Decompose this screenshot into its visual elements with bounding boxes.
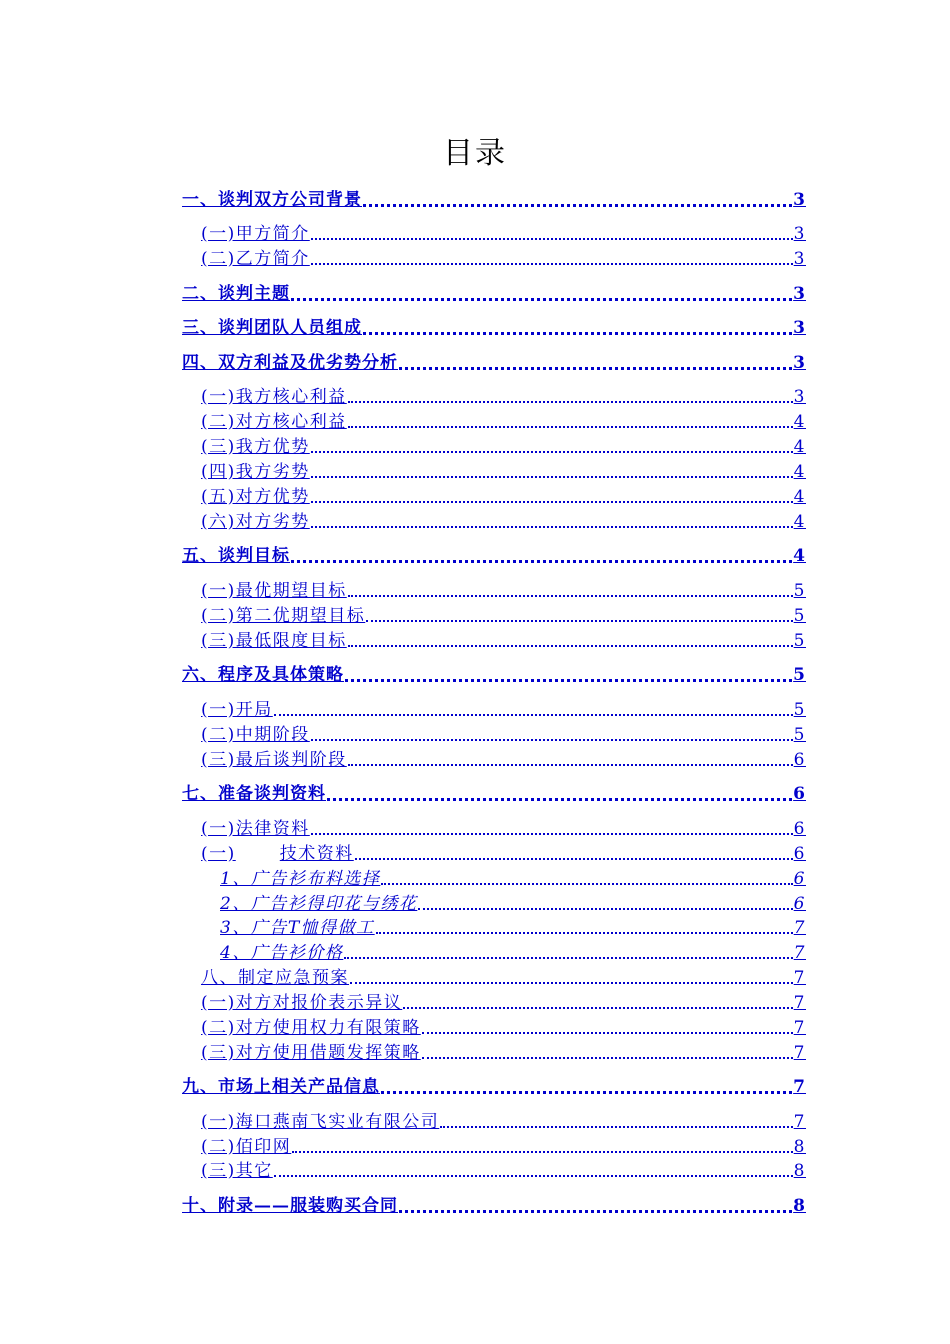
toc-entry[interactable] (182, 186, 806, 210)
toc-entry-label: (六)对方劣势 (201, 512, 310, 532)
toc-entry-page-number: 7 (793, 968, 806, 988)
toc-entry-leader-dots (381, 1091, 792, 1094)
toc-entry[interactable] (201, 1133, 806, 1157)
toc-entry-page-number: 7 (793, 1018, 806, 1038)
toc-entry-leader-dots (363, 204, 792, 207)
toc-entry-leader-dots (422, 1057, 793, 1059)
toc-entry-leader-dots (274, 1175, 793, 1177)
toc-entry-page-number: 5 (793, 665, 806, 685)
toc-entry-label: (三)最后谈判阶段 (201, 750, 347, 770)
toc-entry-label: (一)法律资料 (201, 819, 310, 839)
toc-entry-label: 八、制定应急预案 (201, 968, 349, 988)
toc-entry-label: 2、广告衫得印花与绣花 (220, 894, 418, 914)
toc-entry-leader-dots (348, 645, 793, 647)
toc-entry-page-number: 5 (793, 581, 806, 601)
toc-entry-page-number: 6 (793, 819, 806, 839)
toc-entry[interactable] (182, 1192, 806, 1216)
toc-entry[interactable] (201, 1108, 806, 1132)
toc-entry[interactable] (201, 1039, 806, 1063)
toc-entry-leader-dots (348, 401, 793, 403)
toc-entry[interactable] (201, 220, 806, 244)
toc-entry-label: 六、程序及具体策略 (182, 665, 344, 685)
toc-entry-label: 三、谈判团队人员组成 (182, 318, 362, 338)
toc-entry-leader-dots (311, 238, 793, 240)
toc-entry-page-number: 5 (793, 700, 806, 720)
toc-entry-page-number: 3 (793, 249, 806, 269)
toc-entry[interactable] (201, 989, 806, 1013)
toc-entry-label: (三)最低限度目标 (201, 631, 347, 651)
toc-entry-page-number: 7 (793, 943, 806, 963)
toc-entry-label: (三)其它 (201, 1161, 273, 1181)
toc-entry[interactable] (182, 280, 806, 304)
toc-entry[interactable] (201, 508, 806, 532)
toc-entry-leader-dots (399, 367, 792, 370)
toc-entry-page-number: 6 (793, 869, 806, 889)
toc-entry-page-number: 7 (793, 1043, 806, 1063)
toc-entry-label: (二)佰印网 (201, 1137, 292, 1157)
toc-entry-leader-dots (403, 1007, 792, 1009)
toc-entry-page-number: 5 (793, 631, 806, 651)
toc-entry[interactable] (201, 408, 806, 432)
toc-entry-leader-dots (422, 1032, 793, 1034)
toc-entry-leader-dots (274, 714, 793, 716)
toc-entry-label: 四、双方利益及优劣势分析 (182, 353, 398, 373)
toc-entry-label-secondary: 技术资料 (279, 844, 354, 864)
toc-entry-page-number: 4 (793, 546, 806, 566)
toc-entry-leader-dots (440, 1126, 792, 1128)
toc-entry-page-number: 7 (793, 1112, 806, 1132)
toc-entry-label: (二)乙方简介 (201, 249, 310, 269)
toc-entry-page-number: 3 (793, 387, 806, 407)
toc-entry[interactable] (201, 458, 806, 482)
toc-entry-leader-dots (311, 451, 793, 453)
toc-entry-page-number: 6 (793, 844, 806, 864)
toc-entry[interactable] (182, 780, 806, 804)
toc-entry-page-number: 6 (793, 750, 806, 770)
toc-entry-page-number: 7 (793, 993, 806, 1013)
toc-entry-label: (五)对方优势 (201, 487, 310, 507)
toc-entry-page-number: 3 (793, 353, 806, 373)
page-title: 目录 (443, 136, 507, 171)
toc-entry-leader-dots (311, 526, 793, 528)
toc-entry-label: (一)最优期望目标 (201, 581, 347, 601)
toc-entry-page-number: 8 (793, 1137, 806, 1157)
toc-entry-page-number: 4 (793, 487, 806, 507)
toc-entry[interactable] (201, 1157, 806, 1181)
toc-entry-page-number: 6 (793, 894, 806, 914)
toc-entry-label: (三)我方优势 (201, 437, 310, 457)
toc-entry-label: (四)我方劣势 (201, 462, 310, 482)
toc-entry-label: (一)甲方简介 (201, 224, 310, 244)
toc-entry-page-number: 3 (793, 318, 806, 338)
toc-entry-page-number: 3 (793, 284, 806, 304)
toc-entry[interactable] (201, 815, 806, 839)
toc-entry-label: (一)海口燕南飞实业有限公司 (201, 1112, 440, 1132)
toc-entry[interactable] (201, 696, 806, 720)
toc-entry-page-number: 4 (793, 462, 806, 482)
toc-entry-leader-dots (311, 501, 793, 503)
toc-entry[interactable] (182, 314, 806, 338)
toc-entry-leader-dots (345, 679, 792, 682)
toc-entry-page-number: 6 (793, 784, 806, 804)
toc-entry[interactable] (201, 721, 806, 745)
toc-entry[interactable] (220, 914, 806, 938)
toc-entry-leader-dots (348, 426, 793, 428)
toc-entry[interactable] (201, 746, 806, 770)
toc-entry[interactable] (201, 964, 806, 988)
toc-entry-label: (三)对方使用借题发挥策略 (201, 1043, 421, 1063)
toc-entry-page-number: 8 (793, 1161, 806, 1181)
toc-entry-leader-dots (381, 883, 792, 885)
toc-entry-leader-dots (348, 764, 793, 766)
toc-entry[interactable] (201, 627, 806, 651)
toc-entry-page-number: 4 (793, 512, 806, 532)
toc-entry-label: (一) (201, 844, 236, 864)
toc-entry-page-number: 7 (793, 918, 806, 938)
toc-entry[interactable] (220, 890, 806, 914)
toc-entry-label: 十、附录——服装购买合同 (182, 1196, 398, 1216)
toc-entry-page-number: 4 (793, 437, 806, 457)
toc-entry-leader-dots (291, 298, 792, 301)
toc-entry-leader-dots (376, 932, 793, 934)
toc-entry-leader-dots (418, 908, 792, 910)
toc-entry[interactable] (201, 245, 806, 269)
toc-entry-label: 3、广告T恤得做工 (220, 918, 375, 938)
toc-entry-label: 五、谈判目标 (182, 546, 290, 566)
toc-entry-label: 九、市场上相关产品信息 (182, 1077, 380, 1097)
toc-entry-label: 1、广告衫布料选择 (220, 869, 381, 889)
toc-entry[interactable] (201, 577, 806, 601)
toc-entry-page-number: 3 (793, 190, 806, 210)
toc-entry-page-number: 8 (793, 1196, 806, 1216)
toc-entry[interactable] (201, 1014, 806, 1038)
toc-entry-label: 二、谈判主题 (182, 284, 290, 304)
toc-entry[interactable] (201, 383, 806, 407)
toc-entry-leader-dots (311, 263, 793, 265)
toc-entry-leader-dots (311, 739, 793, 741)
toc-entry-leader-dots (327, 798, 792, 801)
toc-entry-leader-dots (291, 560, 792, 563)
toc-entry-leader-dots (399, 1210, 792, 1213)
toc-entry-leader-dots (311, 476, 793, 478)
toc-entry[interactable] (201, 840, 806, 864)
toc-entry-label: (二)对方核心利益 (201, 412, 347, 432)
toc-entry-label: (二)对方使用权力有限策略 (201, 1018, 421, 1038)
toc-entry-page-number: 5 (793, 725, 806, 745)
toc-entry-leader-dots (355, 858, 793, 860)
toc-entry[interactable] (201, 433, 806, 457)
toc-entry-label: (一)对方对报价表示异议 (201, 993, 403, 1013)
toc-entry[interactable] (220, 939, 806, 963)
toc-entry-leader-dots (366, 620, 792, 622)
toc-entry[interactable] (220, 865, 806, 889)
toc-entry-label: (二)第二优期望目标 (201, 606, 366, 626)
toc-entry-label: (二)中期阶段 (201, 725, 310, 745)
toc-entry-leader-dots (350, 982, 793, 984)
toc-entry-page-number: 3 (793, 224, 806, 244)
toc-entry-leader-dots (311, 833, 793, 835)
toc-entry[interactable] (201, 602, 806, 626)
toc-entry-leader-dots (292, 1151, 792, 1153)
toc-entry[interactable] (182, 349, 806, 373)
toc-entry-page-number: 7 (793, 1077, 806, 1097)
toc-entry-label: (一)我方核心利益 (201, 387, 347, 407)
toc-entry[interactable] (182, 542, 806, 566)
toc-entry-page-number: 5 (793, 606, 806, 626)
toc-entry-label: 4、广告衫价格 (220, 943, 344, 963)
toc-entry-label: (一)开局 (201, 700, 273, 720)
toc-entry-page-number: 4 (793, 412, 806, 432)
toc-entry-label: 一、谈判双方公司背景 (182, 190, 362, 210)
toc-entry-label: 七、准备谈判资料 (182, 784, 326, 804)
toc-entry-leader-dots (363, 332, 792, 335)
toc-entry[interactable] (182, 1073, 806, 1097)
toc-entry[interactable] (201, 483, 806, 507)
toc-entry-leader-dots (348, 595, 793, 597)
toc-entry[interactable] (182, 661, 806, 685)
toc-entry-leader-dots (344, 957, 792, 959)
